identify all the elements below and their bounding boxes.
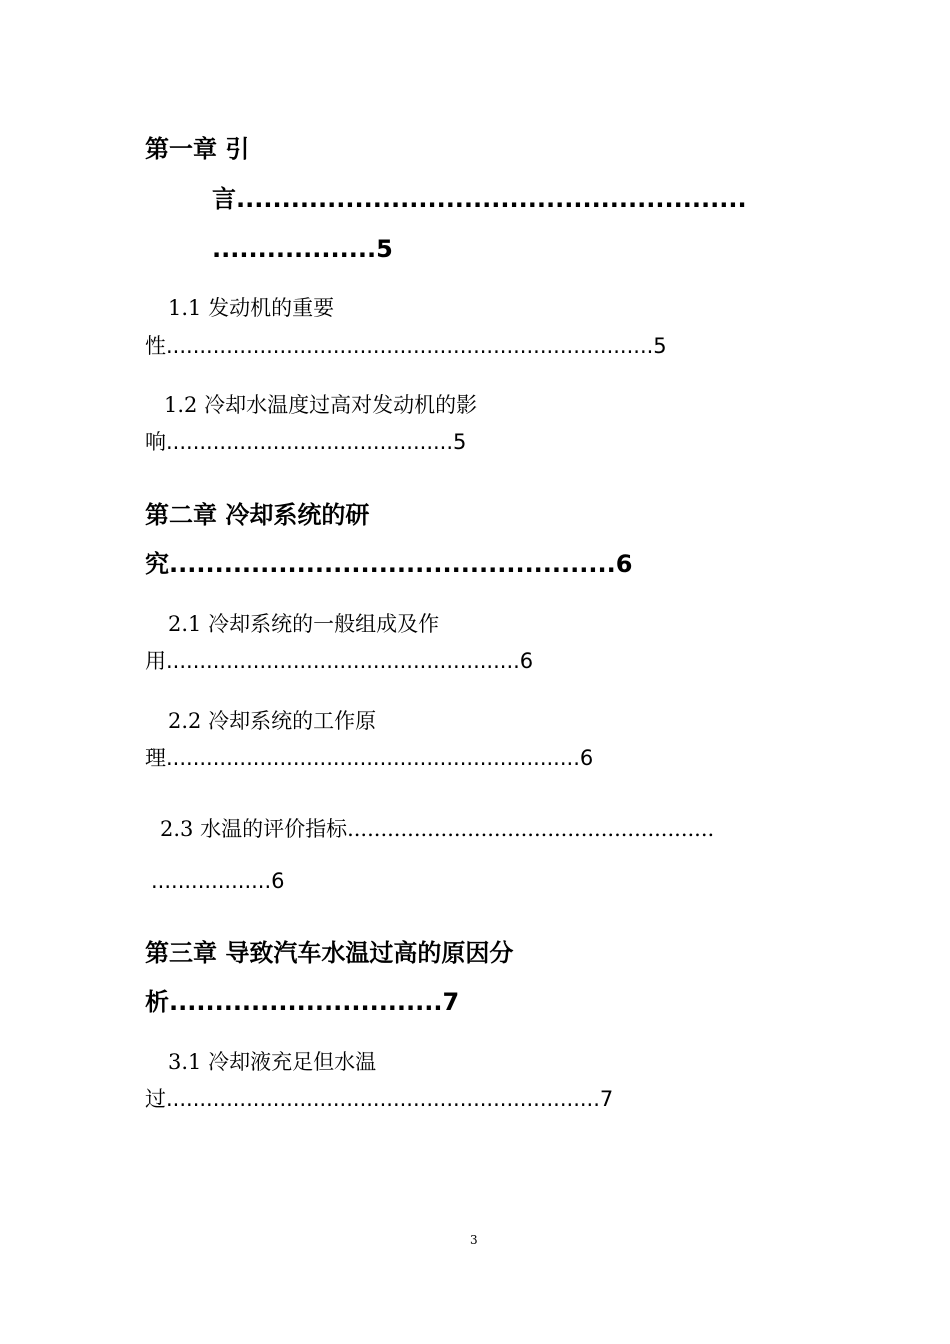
toc-section-2-2-leader: 理..............................................................6: [145, 746, 594, 770]
toc-chapter-3-heading: 第三章 导致汽车水温过高的原因分: [145, 939, 514, 967]
toc-section-2-2-heading: 2.2 冷却系统的工作原: [168, 709, 377, 733]
toc-section-1-2-leader: 响...........................................5: [145, 430, 467, 454]
toc-chapter-1-leader-2: ..................5: [212, 235, 393, 263]
toc-chapter-3-leader: 析..............................7: [145, 988, 460, 1016]
toc-section-2-1-leader: 用.....................................................6: [145, 649, 534, 673]
toc-section-3-1-leader: 过.................................................................7: [145, 1087, 614, 1111]
toc-chapter-2-heading: 第二章 冷却系统的研: [145, 501, 370, 529]
toc-chapter-2-leader: 究.................................................6: [145, 550, 633, 578]
page-number: 3: [470, 1233, 478, 1247]
toc-section-1-1-leader: 性.........................................................................5: [145, 334, 667, 358]
toc-section-1-2-heading: 1.2 冷却水温度过高对发动机的影: [164, 393, 478, 417]
toc-section-1-1-heading: 1.1 发动机的重要: [168, 296, 335, 320]
toc-section-3-1-heading: 3.1 冷却液充足但水温: [168, 1050, 377, 1074]
toc-section-2-3-heading: 2.3 水温的评价指标.......................................................: [160, 817, 715, 841]
toc-section-2-1-heading: 2.1 冷却系统的一般组成及作: [168, 612, 440, 636]
toc-chapter-1-heading: 第一章 引: [145, 135, 250, 163]
toc-section-2-3-leader: ..................6: [151, 869, 285, 893]
toc-chapter-1-leader-1: 言........................................................: [212, 185, 747, 213]
